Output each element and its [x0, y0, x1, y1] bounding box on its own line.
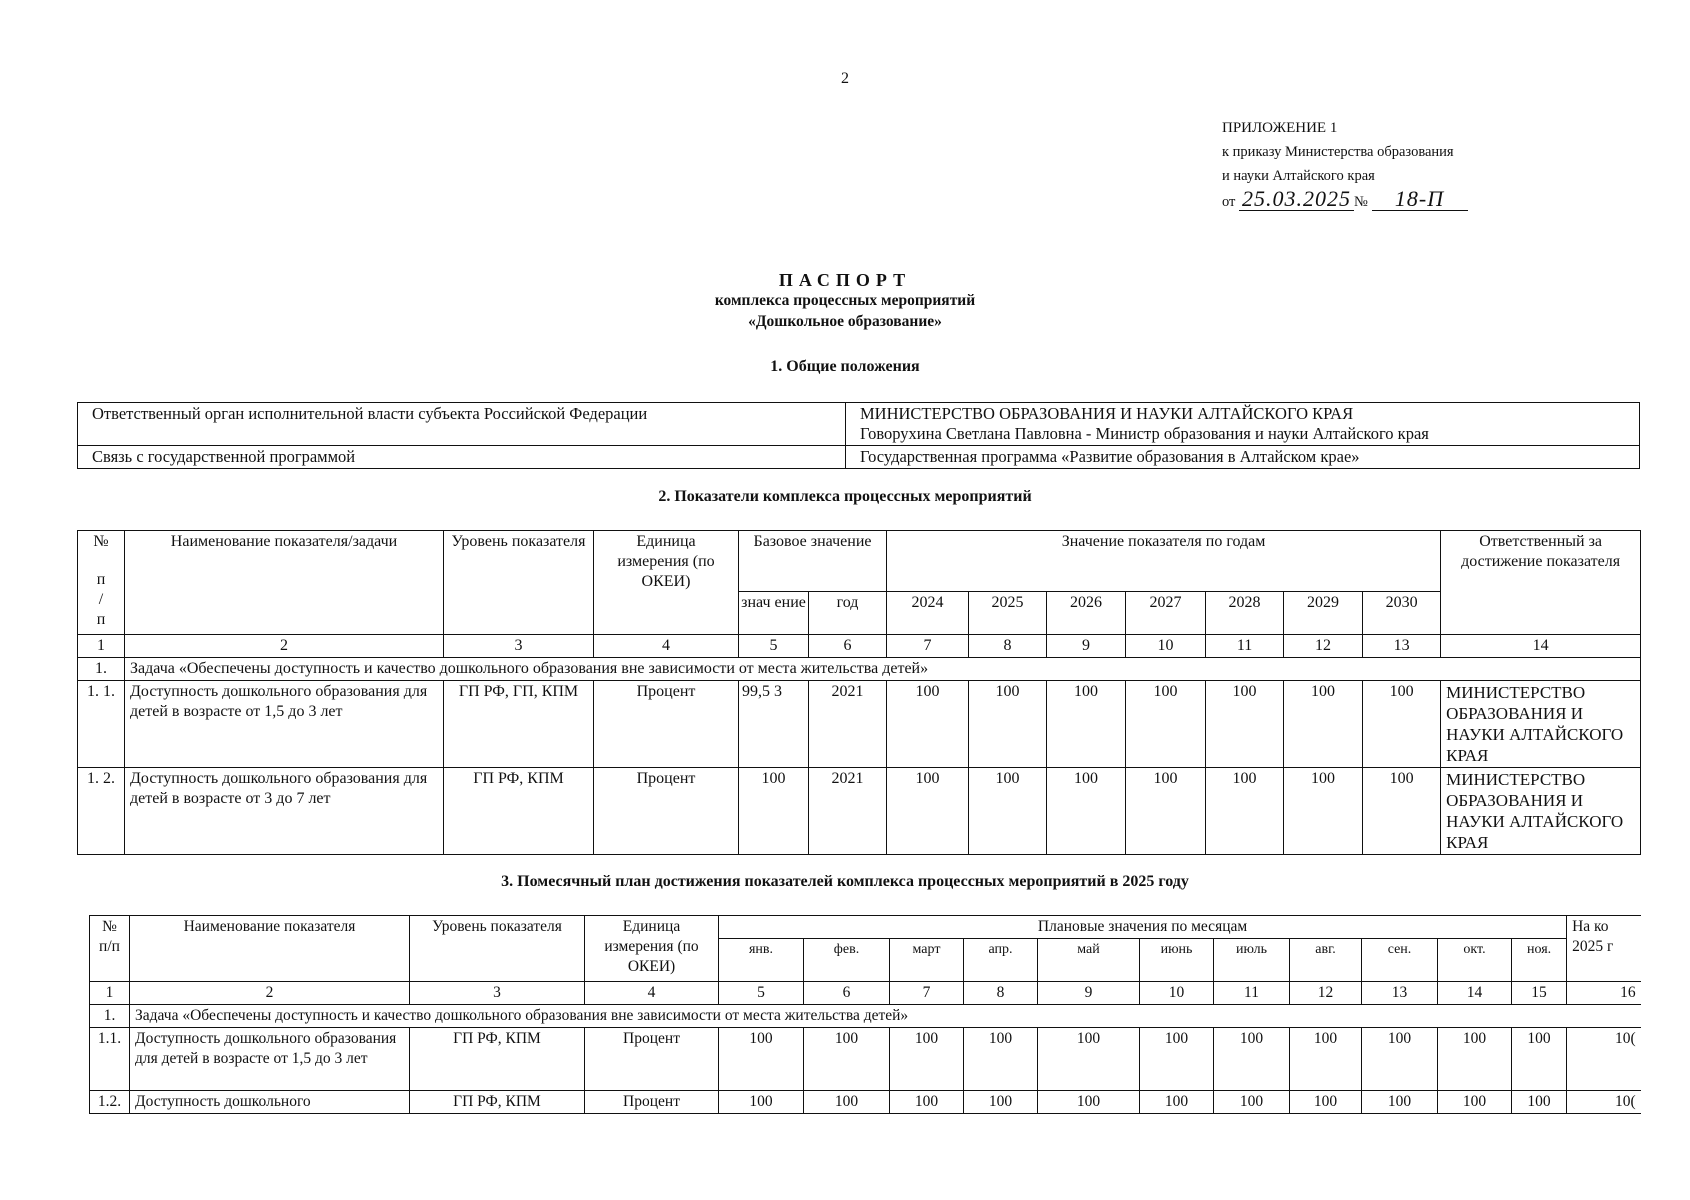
- col-number: 12: [1284, 635, 1363, 658]
- header-month: фев.: [804, 939, 890, 982]
- year-value: 100: [1047, 681, 1126, 768]
- header-base: Базовое значение: [739, 531, 887, 592]
- col-number: 1: [90, 982, 130, 1005]
- header-month: апр.: [964, 939, 1038, 982]
- header-year: 2025: [969, 592, 1047, 635]
- col-number: 8: [969, 635, 1047, 658]
- appendix-date-line: [1222, 188, 1468, 214]
- indicator-unit: Процент: [585, 1091, 719, 1114]
- col-number: 7: [887, 635, 969, 658]
- appendix-line1: к приказу Министерства образования: [1222, 144, 1454, 160]
- header-row: [78, 531, 1641, 592]
- month-value: 100: [804, 1091, 890, 1114]
- row-num: 1.2.: [90, 1091, 130, 1114]
- month-value: 100: [964, 1028, 1038, 1091]
- responsible: МИНИСТЕРСТВО ОБРАЗОВАНИЯ И НАУКИ АЛТАЙСКОГО КРАЯ: [1441, 768, 1641, 855]
- year-value: 100: [969, 681, 1047, 768]
- col-number: 2: [125, 635, 444, 658]
- year-value: 100: [1363, 681, 1441, 768]
- table-row: [78, 446, 1640, 469]
- header-unit: Единица измерения (по ОКЕИ): [585, 916, 719, 982]
- order-number: 18-П: [1372, 188, 1468, 211]
- header-month: янв.: [719, 939, 804, 982]
- base-year: 2021: [809, 681, 887, 768]
- col-number: 3: [444, 635, 594, 658]
- header-month: сен.: [1362, 939, 1438, 982]
- task-text: Задача «Обеспечены доступность и качество дошкольного образования вне зависимости от места жительства детей»: [130, 1005, 1641, 1028]
- col-number: 3: [410, 982, 585, 1005]
- col-number: 5: [739, 635, 809, 658]
- month-value: 100: [1362, 1028, 1438, 1091]
- header-years-group: Значение показателя по годам: [887, 531, 1441, 592]
- col-number: 10: [1126, 635, 1206, 658]
- base-value: 100: [739, 768, 809, 855]
- header-name: Наименование показателя/задачи: [125, 531, 444, 635]
- col-number: 12: [1290, 982, 1362, 1005]
- order-date: 25.03.2025: [1239, 188, 1354, 211]
- col-number: 6: [809, 635, 887, 658]
- column-number-row: [90, 982, 1641, 1005]
- column-number-row: [78, 635, 1641, 658]
- header-month: май: [1038, 939, 1140, 982]
- indicator-level: ГП РФ, КПМ: [410, 1091, 585, 1114]
- appendix-title: ПРИЛОЖЕНИЕ 1: [1222, 120, 1338, 136]
- general-provisions-table: [77, 402, 1640, 469]
- base-year: 2021: [809, 768, 887, 855]
- date-prefix: от: [1222, 194, 1236, 210]
- month-value: 100: [1438, 1028, 1512, 1091]
- header-month: июнь: [1140, 939, 1214, 982]
- header-num: № п / п: [78, 531, 125, 635]
- task-row: [78, 658, 1641, 681]
- passport-subtitle-2: «Дошкольное образование»: [748, 313, 942, 330]
- header-month: ноя.: [1512, 939, 1567, 982]
- indicator-level: ГП РФ, КПМ: [444, 768, 594, 855]
- header-unit: Единица измерения (по ОКЕИ): [594, 531, 739, 635]
- col-number: 11: [1214, 982, 1290, 1005]
- col-number: 4: [594, 635, 739, 658]
- row-label: Ответственный орган исполнительной власти субъекта Российской Федерации: [78, 403, 846, 446]
- col-number: 13: [1363, 635, 1441, 658]
- month-value: 100: [1438, 1091, 1512, 1114]
- year-value: 100: [1284, 681, 1363, 768]
- row-num: 1. 1.: [78, 681, 125, 768]
- row-value: [846, 403, 1640, 446]
- header-base-year: год: [809, 592, 887, 635]
- monthly-plan-table: [89, 915, 1641, 1114]
- year-value: 100: [1363, 768, 1441, 855]
- header-year: 2024: [887, 592, 969, 635]
- number-prefix: №: [1354, 194, 1368, 210]
- header-year: 2029: [1284, 592, 1363, 635]
- col-number: 8: [964, 982, 1038, 1005]
- appendix-block: [1222, 116, 1468, 214]
- year-value: 100: [887, 681, 969, 768]
- responsible-person: Говорухина Светлана Павловна - Министр образования и науки Алтайского края: [860, 424, 1429, 443]
- col-number: 16: [1567, 982, 1641, 1005]
- header-year: 2027: [1126, 592, 1206, 635]
- header-level: Уровень показателя: [444, 531, 594, 635]
- table-row: [90, 1091, 1641, 1114]
- table-row: [78, 681, 1641, 768]
- indicator-name: Доступность дошкольного образования для детей в возрасте от 1,5 до 3 лет: [130, 1028, 410, 1091]
- col-number: 2: [130, 982, 410, 1005]
- passport-title: ПАСПОРТ: [778, 270, 912, 290]
- header-month: окт.: [1438, 939, 1512, 982]
- header-row: [90, 916, 1641, 939]
- header-num: № п/п: [90, 916, 130, 982]
- col-number: 10: [1140, 982, 1214, 1005]
- col-number: 14: [1438, 982, 1512, 1005]
- year-value: 100: [1047, 768, 1126, 855]
- end-of-year-value: 10(: [1567, 1028, 1641, 1091]
- col-number: 14: [1441, 635, 1641, 658]
- header-month: авг.: [1290, 939, 1362, 982]
- month-value: 100: [890, 1091, 964, 1114]
- header-year: 2026: [1047, 592, 1126, 635]
- col-number: 5: [719, 982, 804, 1005]
- year-value: 100: [1206, 768, 1284, 855]
- row-num: 1. 2.: [78, 768, 125, 855]
- month-value: 100: [1038, 1028, 1140, 1091]
- col-number: 13: [1362, 982, 1438, 1005]
- year-value: 100: [1284, 768, 1363, 855]
- header-end-of-year: На ко 2025 г: [1567, 916, 1641, 982]
- indicator-unit: Процент: [585, 1028, 719, 1091]
- row-label: Связь с государственной программой: [78, 446, 846, 469]
- year-value: 100: [1126, 768, 1206, 855]
- indicator-name: Доступность дошкольного образования для детей в возрасте от 1,5 до 3 лет: [125, 681, 444, 768]
- month-value: 100: [1214, 1091, 1290, 1114]
- month-value: 100: [1290, 1028, 1362, 1091]
- indicator-name: Доступность дошкольного: [130, 1091, 410, 1114]
- month-value: 100: [1512, 1028, 1567, 1091]
- col-number: 7: [890, 982, 964, 1005]
- table-row: [78, 768, 1641, 855]
- end-of-year-value: 10(: [1567, 1091, 1641, 1114]
- month-value: 100: [719, 1091, 804, 1114]
- month-value: 100: [1038, 1091, 1140, 1114]
- header-responsible: Ответственный за достижение показателя: [1441, 531, 1641, 635]
- header-months-group: Плановые значения по месяцам: [719, 916, 1567, 939]
- header-month: июль: [1214, 939, 1290, 982]
- task-text: Задача «Обеспечены доступность и качество дошкольного образования вне зависимости от места жительства детей»: [125, 658, 1641, 681]
- col-number: 4: [585, 982, 719, 1005]
- row-num: 1.1.: [90, 1028, 130, 1091]
- section2-title: 2. Показатели комплекса процессных мероприятий: [658, 488, 1032, 505]
- month-value: 100: [1512, 1091, 1567, 1114]
- month-value: 100: [1140, 1028, 1214, 1091]
- indicators-table: [77, 530, 1641, 855]
- base-value: 99,5 3: [739, 681, 809, 768]
- header-year: 2030: [1363, 592, 1441, 635]
- year-value: 100: [1206, 681, 1284, 768]
- month-value: 100: [1140, 1091, 1214, 1114]
- appendix-line2: и науки Алтайского края: [1222, 168, 1375, 184]
- header-name: Наименование показателя: [130, 916, 410, 982]
- col-number: 1: [78, 635, 125, 658]
- month-value: 100: [890, 1028, 964, 1091]
- year-value: 100: [887, 768, 969, 855]
- indicator-unit: Процент: [594, 681, 739, 768]
- row-value: Государственная программа «Развитие образования в Алтайском крае»: [846, 446, 1640, 469]
- header-month: март: [890, 939, 964, 982]
- table-row: [90, 1028, 1641, 1091]
- page-number: 2: [841, 70, 849, 87]
- col-number: 15: [1512, 982, 1567, 1005]
- col-number: 11: [1206, 635, 1284, 658]
- month-value: 100: [1362, 1091, 1438, 1114]
- header-base-value: знач ение: [739, 592, 809, 635]
- indicator-level: ГП РФ, ГП, КПМ: [444, 681, 594, 768]
- col-number: 9: [1038, 982, 1140, 1005]
- passport-subtitle-1: комплекса процессных мероприятий: [714, 292, 976, 309]
- indicator-name: Доступность дошкольного образования для детей в возрасте от 3 до 7 лет: [125, 768, 444, 855]
- indicator-unit: Процент: [594, 768, 739, 855]
- section3-title: 3. Помесячный план достижения показателей комплекса процессных мероприятий в 2025 году: [501, 873, 1189, 890]
- task-row: [90, 1005, 1641, 1028]
- month-value: 100: [719, 1028, 804, 1091]
- responsible: МИНИСТЕРСТВО ОБРАЗОВАНИЯ И НАУКИ АЛТАЙСКОГО КРАЯ: [1441, 681, 1641, 768]
- month-value: 100: [1290, 1091, 1362, 1114]
- year-value: 100: [1126, 681, 1206, 768]
- indicator-level: ГП РФ, КПМ: [410, 1028, 585, 1091]
- section1-title: 1. Общие положения: [770, 358, 920, 375]
- task-num: 1.: [90, 1005, 130, 1028]
- col-number: 6: [804, 982, 890, 1005]
- task-num: 1.: [78, 658, 125, 681]
- month-value: 100: [1214, 1028, 1290, 1091]
- header-year: 2028: [1206, 592, 1284, 635]
- responsible-org: МИНИСТЕРСТВО ОБРАЗОВАНИЯ И НАУКИ АЛТАЙСКОГО КРАЯ: [860, 404, 1354, 423]
- month-value: 100: [964, 1091, 1038, 1114]
- col-number: 9: [1047, 635, 1126, 658]
- year-value: 100: [969, 768, 1047, 855]
- table-row: [78, 403, 1640, 446]
- month-value: 100: [804, 1028, 890, 1091]
- header-level: Уровень показателя: [410, 916, 585, 982]
